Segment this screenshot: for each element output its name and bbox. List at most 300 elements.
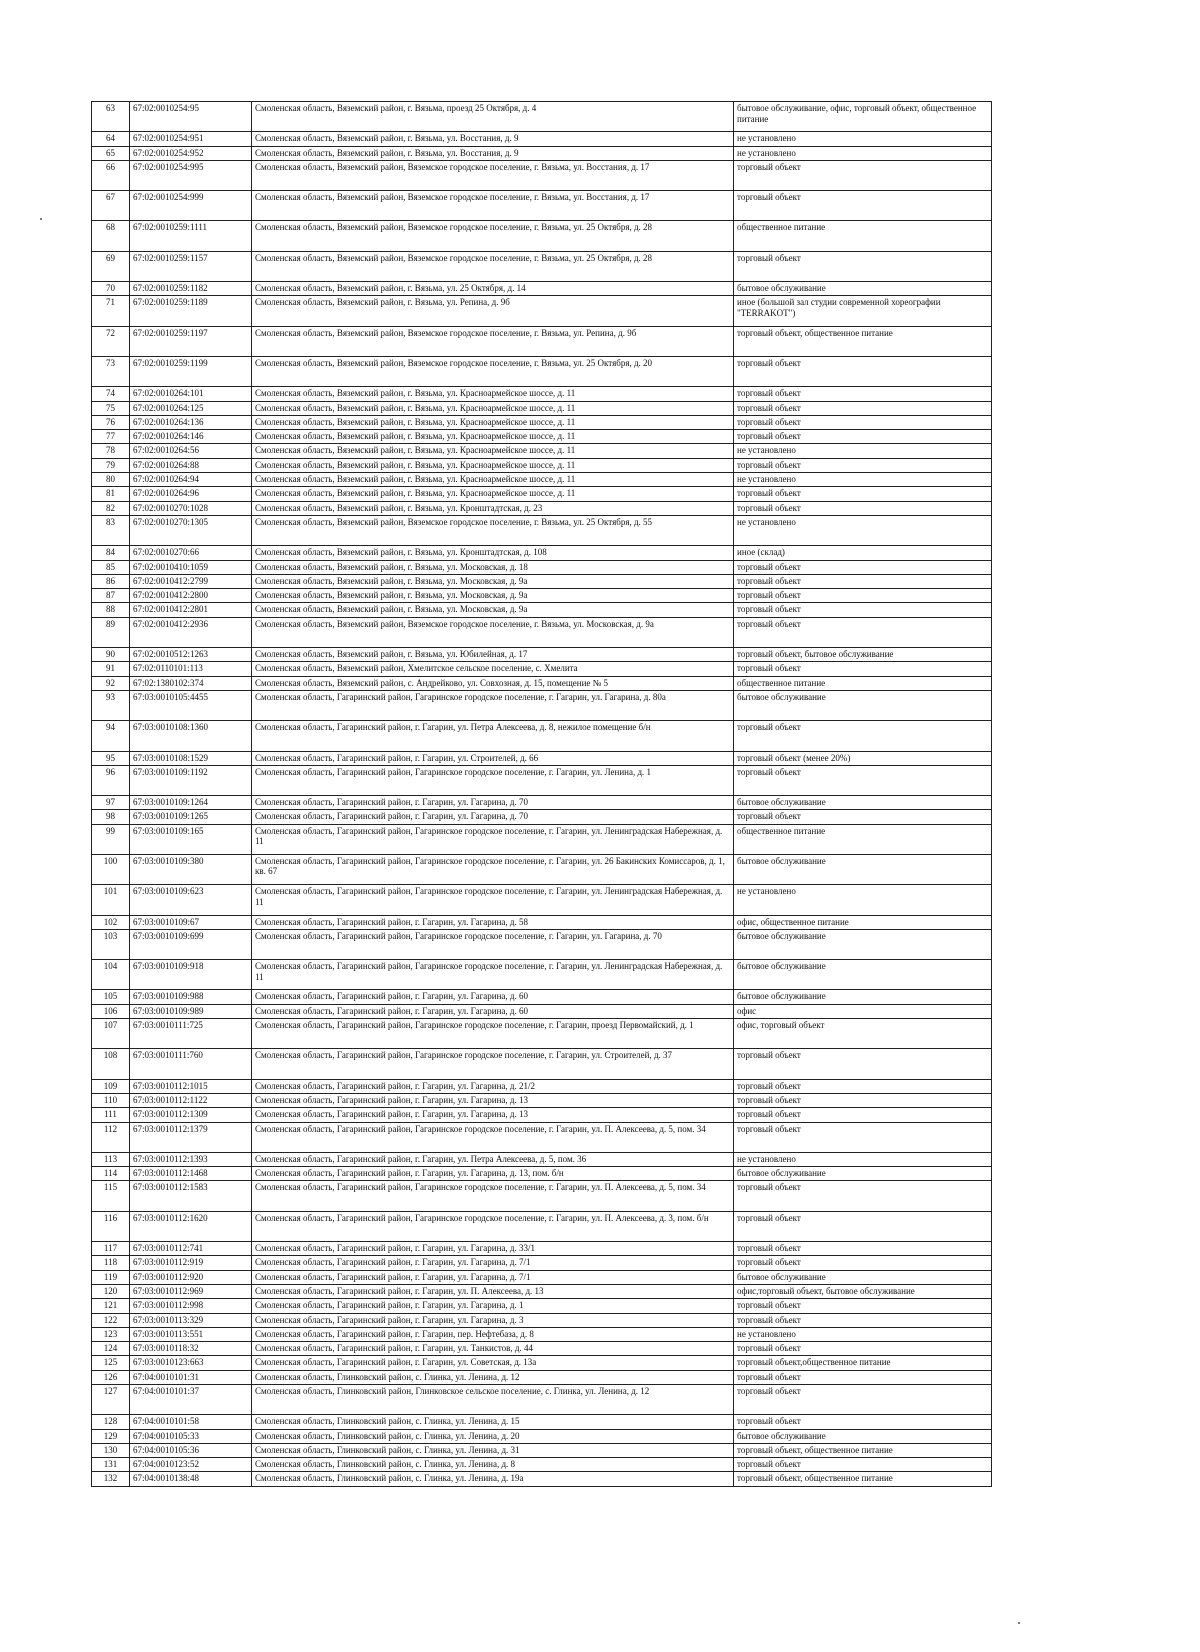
address-cell: Смоленская область, Гагаринский район, г. Гагарин, ул. Гагарина, д. 13 bbox=[252, 1108, 734, 1122]
table-row bbox=[92, 1342, 992, 1356]
table-row bbox=[92, 501, 992, 515]
cadastral-number-cell: 67:02:0010259:1199 bbox=[130, 356, 252, 386]
table-row bbox=[92, 1108, 992, 1122]
address-cell: Смоленская область, Гагаринский район, г. Гагарин, ул. Гагарина, д. 70 bbox=[252, 796, 734, 810]
address-cell: Смоленская область, Вяземский район, Вяземское городское поселение, г. Вязьма, ул. 25 Октября, д. 28 bbox=[252, 251, 734, 281]
cadastral-number-cell: 67:03:0010112:998 bbox=[130, 1299, 252, 1313]
address-cell: Смоленская область, Вяземский район, Вяземское городское поселение, г. Вязьма, ул. Восстания, д. 17 bbox=[252, 191, 734, 221]
document-page bbox=[91, 101, 991, 1487]
address-cell: Смоленская область, Гагаринский район, Гагаринское городское поселение, г. Гагарин, ул. Ленинградская Набережная, д. 11 bbox=[252, 885, 734, 915]
table-row bbox=[92, 1299, 992, 1313]
cadastral-number-cell: 67:02:0010270:1305 bbox=[130, 515, 252, 545]
table-row bbox=[92, 191, 992, 221]
row-number-cell: 111 bbox=[92, 1108, 130, 1122]
usage-type-cell: торговый объект bbox=[734, 415, 992, 429]
usage-type-cell: не установлено bbox=[734, 444, 992, 458]
address-cell: Смоленская область, Вяземский район, Вяземское городское поселение, г. Вязьма, ул. 25 Октября, д. 55 bbox=[252, 515, 734, 545]
address-cell: Смоленская область, Гагаринский район, г. Гагарин, ул. Гагарина, д. 7/1 bbox=[252, 1270, 734, 1284]
usage-type-cell: бытовое обслуживание bbox=[734, 796, 992, 810]
cadastral-number-cell: 67:03:0010109:1265 bbox=[130, 810, 252, 824]
usage-type-cell: бытовое обслуживание bbox=[734, 929, 992, 959]
table-row bbox=[92, 1004, 992, 1018]
cadastral-number-cell: 67:02:0010412:2936 bbox=[130, 617, 252, 647]
usage-type-cell: общественное питание bbox=[734, 824, 992, 854]
row-number-cell: 123 bbox=[92, 1327, 130, 1341]
table-row bbox=[92, 1256, 992, 1270]
row-number-cell: 86 bbox=[92, 574, 130, 588]
table-row bbox=[92, 885, 992, 915]
address-cell: Смоленская область, Гагаринский район, г. Гагарин, ул. Петра Алексеева, д. 5, пом. 36 bbox=[252, 1152, 734, 1166]
row-number-cell: 72 bbox=[92, 326, 130, 356]
address-cell: Смоленская область, Гагаринский район, г. Гагарин, ул. Танкистов, д. 44 bbox=[252, 1342, 734, 1356]
row-number-cell: 128 bbox=[92, 1415, 130, 1429]
table-row bbox=[92, 1313, 992, 1327]
usage-type-cell: торговый объект bbox=[734, 1093, 992, 1107]
address-cell: Смоленская область, Гагаринский район, г. Гагарин, пер. Нефтебаза, д. 8 bbox=[252, 1327, 734, 1341]
row-number-cell: 93 bbox=[92, 690, 130, 720]
usage-type-cell: офис, торговый объект bbox=[734, 1019, 992, 1049]
scan-speck bbox=[1018, 1622, 1020, 1624]
usage-type-cell: торговый объект bbox=[734, 603, 992, 617]
cadastral-number-cell: 67:02:0010270:1028 bbox=[130, 501, 252, 515]
usage-type-cell: торговый объект, общественное питание bbox=[734, 326, 992, 356]
row-number-cell: 63 bbox=[92, 102, 130, 132]
usage-type-cell: не установлено bbox=[734, 1327, 992, 1341]
cadastral-number-cell: 67:02:0010254:995 bbox=[130, 160, 252, 190]
usage-type-cell: не установлено bbox=[734, 473, 992, 487]
table-row bbox=[92, 430, 992, 444]
address-cell: Смоленская область, Вяземский район, г. Вязьма, ул. Красноармейское шоссе, д. 11 bbox=[252, 473, 734, 487]
usage-type-cell: торговый объект bbox=[734, 1181, 992, 1211]
table-row bbox=[92, 473, 992, 487]
usage-type-cell: общественное питание bbox=[734, 676, 992, 690]
table-row bbox=[92, 1472, 992, 1486]
cadastral-number-cell: 67:04:0010105:33 bbox=[130, 1429, 252, 1443]
table-row bbox=[92, 415, 992, 429]
row-number-cell: 132 bbox=[92, 1472, 130, 1486]
usage-type-cell: торговый объект bbox=[734, 1108, 992, 1122]
cadastral-number-cell: 67:03:0010109:1264 bbox=[130, 796, 252, 810]
cadastral-number-cell: 67:02:1380102:374 bbox=[130, 676, 252, 690]
row-number-cell: 84 bbox=[92, 546, 130, 560]
table-row bbox=[92, 444, 992, 458]
row-number-cell: 88 bbox=[92, 603, 130, 617]
usage-type-cell: торговый объект bbox=[734, 1370, 992, 1384]
cadastral-number-cell: 67:02:0010264:94 bbox=[130, 473, 252, 487]
cadastral-number-cell: 67:02:0010259:1182 bbox=[130, 282, 252, 296]
table-row bbox=[92, 915, 992, 929]
usage-type-cell: торговый объект bbox=[734, 1385, 992, 1415]
table-row bbox=[92, 515, 992, 545]
address-cell: Смоленская область, Вяземский район, г. Вязьма, ул. 25 Октября, д. 14 bbox=[252, 282, 734, 296]
address-cell: Смоленская область, Гагаринский район, Гагаринское городское поселение, г. Гагарин, ул. Ленинградская Набережная, д. 11 bbox=[252, 960, 734, 990]
usage-type-cell: торговый объект bbox=[734, 1122, 992, 1152]
address-cell: Смоленская область, Гагаринский район, г. Гагарин, ул. Гагарина, д. 13, пом. б/н bbox=[252, 1167, 734, 1181]
cadastral-number-cell: 67:03:0010109:989 bbox=[130, 1004, 252, 1018]
row-number-cell: 98 bbox=[92, 810, 130, 824]
cadastral-number-cell: 67:03:0010113:551 bbox=[130, 1327, 252, 1341]
cadastral-number-cell: 67:03:0010109:1192 bbox=[130, 765, 252, 795]
scan-speck bbox=[40, 218, 42, 220]
usage-type-cell: бытовое обслуживание, офис, торговый объект, общественное питание bbox=[734, 102, 992, 132]
usage-type-cell: не установлено bbox=[734, 515, 992, 545]
table-row bbox=[92, 132, 992, 146]
row-number-cell: 68 bbox=[92, 221, 130, 251]
cadastral-number-cell: 67:02:0010264:101 bbox=[130, 387, 252, 401]
address-cell: Смоленская область, Гагаринский район, Гагаринское городское поселение, г. Гагарин, ул. П. Алексеева, д. 5, пом. 34 bbox=[252, 1122, 734, 1152]
address-cell: Смоленская область, Вяземский район, г. Вязьма, ул. Красноармейское шоссе, д. 11 bbox=[252, 415, 734, 429]
address-cell: Смоленская область, Вяземский район, г. Вязьма, ул. Красноармейское шоссе, д. 11 bbox=[252, 487, 734, 501]
address-cell: Смоленская область, Вяземский район, г. Вязьма, ул. Красноармейское шоссе, д. 11 bbox=[252, 458, 734, 472]
usage-type-cell: торговый объект bbox=[734, 1313, 992, 1327]
property-table bbox=[91, 101, 992, 1487]
cadastral-number-cell: 67:03:0010108:1360 bbox=[130, 721, 252, 751]
table-row bbox=[92, 1242, 992, 1256]
usage-type-cell: торговый объект bbox=[734, 487, 992, 501]
table-row bbox=[92, 1415, 992, 1429]
row-number-cell: 122 bbox=[92, 1313, 130, 1327]
row-number-cell: 109 bbox=[92, 1079, 130, 1093]
table-row bbox=[92, 102, 992, 132]
cadastral-number-cell: 67:04:0010101:37 bbox=[130, 1385, 252, 1415]
address-cell: Смоленская область, Вяземский район, Вяземское городское поселение, г. Вязьма, ул. Репина, д. 9б bbox=[252, 326, 734, 356]
usage-type-cell: бытовое обслуживание bbox=[734, 990, 992, 1004]
row-number-cell: 89 bbox=[92, 617, 130, 647]
row-number-cell: 108 bbox=[92, 1049, 130, 1079]
usage-type-cell: торговый объект bbox=[734, 574, 992, 588]
usage-type-cell: офис bbox=[734, 1004, 992, 1018]
table-row bbox=[92, 160, 992, 190]
row-number-cell: 77 bbox=[92, 430, 130, 444]
cadastral-number-cell: 67:02:0010264:146 bbox=[130, 430, 252, 444]
address-cell: Смоленская область, Вяземский район, г. Вязьма, ул. Московская, д. 9а bbox=[252, 603, 734, 617]
address-cell: Смоленская область, Вяземский район, г. Вязьма, ул. Репина, д. 9б bbox=[252, 296, 734, 326]
usage-type-cell: иное (большой зал студии современной хореографии "TERRAKOT") bbox=[734, 296, 992, 326]
cadastral-number-cell: 67:02:0010254:951 bbox=[130, 132, 252, 146]
address-cell: Смоленская область, Гагаринский район, Гагаринское городское поселение, г. Гагарин, ул. Строителей, д. 37 bbox=[252, 1049, 734, 1079]
address-cell: Смоленская область, Вяземский район, г. Вязьма, ул. Красноармейское шоссе, д. 11 bbox=[252, 387, 734, 401]
cadastral-number-cell: 67:03:0010109:165 bbox=[130, 824, 252, 854]
cadastral-number-cell: 67:03:0010112:1468 bbox=[130, 1167, 252, 1181]
row-number-cell: 119 bbox=[92, 1270, 130, 1284]
usage-type-cell: торговый объект bbox=[734, 1049, 992, 1079]
cadastral-number-cell: 67:03:0010112:969 bbox=[130, 1284, 252, 1298]
address-cell: Смоленская область, Гагаринский район, г. Гагарин, ул. Петра Алексеева, д. 8, нежилое помещение б/н bbox=[252, 721, 734, 751]
address-cell: Смоленская область, Гагаринский район, Гагаринское городское поселение, г. Гагарин, ул. Ленина, д. 1 bbox=[252, 765, 734, 795]
table-row bbox=[92, 1211, 992, 1241]
row-number-cell: 117 bbox=[92, 1242, 130, 1256]
cadastral-number-cell: 67:02:0010259:1111 bbox=[130, 221, 252, 251]
cadastral-number-cell: 67:04:0010101:58 bbox=[130, 1415, 252, 1429]
address-cell: Смоленская область, Вяземский район, г. Вязьма, ул. Кронштадтская, д. 108 bbox=[252, 546, 734, 560]
usage-type-cell: бытовое обслуживание bbox=[734, 282, 992, 296]
usage-type-cell: торговый объект bbox=[734, 721, 992, 751]
cadastral-number-cell: 67:03:0010112:1122 bbox=[130, 1093, 252, 1107]
row-number-cell: 105 bbox=[92, 990, 130, 1004]
row-number-cell: 97 bbox=[92, 796, 130, 810]
cadastral-number-cell: 67:03:0010112:1015 bbox=[130, 1079, 252, 1093]
row-number-cell: 107 bbox=[92, 1019, 130, 1049]
cadastral-number-cell: 67:03:0010112:741 bbox=[130, 1242, 252, 1256]
row-number-cell: 130 bbox=[92, 1443, 130, 1457]
address-cell: Смоленская область, Вяземский район, Вяземское городское поселение, г. Вязьма, ул. Восстания, д. 17 bbox=[252, 160, 734, 190]
table-row bbox=[92, 1443, 992, 1457]
row-number-cell: 124 bbox=[92, 1342, 130, 1356]
table-row bbox=[92, 1458, 992, 1472]
usage-type-cell: бытовое обслуживание bbox=[734, 1167, 992, 1181]
usage-type-cell: торговый объект bbox=[734, 1079, 992, 1093]
row-number-cell: 110 bbox=[92, 1093, 130, 1107]
usage-type-cell: торговый объект bbox=[734, 191, 992, 221]
table-row bbox=[92, 1385, 992, 1415]
address-cell: Смоленская область, Гагаринский район, г. Гагарин, ул. Гагарина, д. 33/1 bbox=[252, 1242, 734, 1256]
table-row bbox=[92, 765, 992, 795]
address-cell: Смоленская область, Гагаринский район, Гагаринское городское поселение, г. Гагарин, ул. П. Алексеева, д. 3, пом. б/н bbox=[252, 1211, 734, 1241]
row-number-cell: 126 bbox=[92, 1370, 130, 1384]
cadastral-number-cell: 67:03:0010112:1393 bbox=[130, 1152, 252, 1166]
row-number-cell: 106 bbox=[92, 1004, 130, 1018]
row-number-cell: 113 bbox=[92, 1152, 130, 1166]
table-row bbox=[92, 221, 992, 251]
row-number-cell: 114 bbox=[92, 1167, 130, 1181]
table-row bbox=[92, 1429, 992, 1443]
usage-type-cell: иное (склад) bbox=[734, 546, 992, 560]
cadastral-number-cell: 67:03:0010109:988 bbox=[130, 990, 252, 1004]
cadastral-number-cell: 67:02:0110101:113 bbox=[130, 662, 252, 676]
row-number-cell: 96 bbox=[92, 765, 130, 795]
table-row bbox=[92, 1049, 992, 1079]
table-row bbox=[92, 603, 992, 617]
usage-type-cell: общественное питание bbox=[734, 221, 992, 251]
table-row bbox=[92, 960, 992, 990]
row-number-cell: 103 bbox=[92, 929, 130, 959]
table-row bbox=[92, 574, 992, 588]
address-cell: Смоленская область, Глинковский район, с. Глинка, ул. Ленина, д. 15 bbox=[252, 1415, 734, 1429]
row-number-cell: 125 bbox=[92, 1356, 130, 1370]
row-number-cell: 70 bbox=[92, 282, 130, 296]
row-number-cell: 80 bbox=[92, 473, 130, 487]
usage-type-cell: торговый объект bbox=[734, 662, 992, 676]
address-cell: Смоленская область, Гагаринский район, Гагаринское городское поселение, г. Гагарин, ул. П. Алексеева, д. 5, пом. 34 bbox=[252, 1181, 734, 1211]
address-cell: Смоленская область, Вяземский район, г. Вязьма, ул. Красноармейское шоссе, д. 11 bbox=[252, 444, 734, 458]
address-cell: Смоленская область, Вяземский район, Вяземское городское поселение, г. Вязьма, ул. 25 Октября, д. 20 bbox=[252, 356, 734, 386]
table-row bbox=[92, 458, 992, 472]
address-cell: Смоленская область, Гагаринский район, г. Гагарин, ул. Строителей, д. 66 bbox=[252, 751, 734, 765]
usage-type-cell: торговый объект bbox=[734, 458, 992, 472]
row-number-cell: 115 bbox=[92, 1181, 130, 1211]
cadastral-number-cell: 67:03:0010112:1583 bbox=[130, 1181, 252, 1211]
address-cell: Смоленская область, Гагаринский район, Гагаринское городское поселение, г. Гагарин, ул. Ленинградская Набережная, д. 11 bbox=[252, 824, 734, 854]
cadastral-number-cell: 67:02:0010412:2800 bbox=[130, 589, 252, 603]
cadastral-number-cell: 67:02:0010254:952 bbox=[130, 146, 252, 160]
address-cell: Смоленская область, Вяземский район, Вяземское городское поселение, г. Вязьма, ул. 25 Октября, д. 28 bbox=[252, 221, 734, 251]
usage-type-cell: торговый объект bbox=[734, 251, 992, 281]
cadastral-number-cell: 67:03:0010109:380 bbox=[130, 854, 252, 884]
address-cell: Смоленская область, Глинковский район, с. Глинка, ул. Ленина, д. 8 bbox=[252, 1458, 734, 1472]
usage-type-cell: торговый объект bbox=[734, 1211, 992, 1241]
usage-type-cell: торговый объект bbox=[734, 1458, 992, 1472]
cadastral-number-cell: 67:02:0010259:1189 bbox=[130, 296, 252, 326]
table-row bbox=[92, 1270, 992, 1284]
usage-type-cell: торговый объект bbox=[734, 1342, 992, 1356]
row-number-cell: 82 bbox=[92, 501, 130, 515]
usage-type-cell: не установлено bbox=[734, 146, 992, 160]
table-row bbox=[92, 990, 992, 1004]
row-number-cell: 91 bbox=[92, 662, 130, 676]
row-number-cell: 69 bbox=[92, 251, 130, 281]
address-cell: Смоленская область, Вяземский район, г. Вязьма, ул. Восстания, д. 9 bbox=[252, 146, 734, 160]
address-cell: Смоленская область, Глинковский район, с. Глинка, ул. Ленина, д. 20 bbox=[252, 1429, 734, 1443]
table-row bbox=[92, 676, 992, 690]
row-number-cell: 79 bbox=[92, 458, 130, 472]
row-number-cell: 78 bbox=[92, 444, 130, 458]
cadastral-number-cell: 67:03:0010108:1529 bbox=[130, 751, 252, 765]
usage-type-cell: торговый объект bbox=[734, 501, 992, 515]
table-row bbox=[92, 617, 992, 647]
row-number-cell: 87 bbox=[92, 589, 130, 603]
row-number-cell: 74 bbox=[92, 387, 130, 401]
table-row bbox=[92, 546, 992, 560]
usage-type-cell: торговый объект bbox=[734, 401, 992, 415]
cadastral-number-cell: 67:03:0010109:918 bbox=[130, 960, 252, 990]
usage-type-cell: торговый объект bbox=[734, 589, 992, 603]
table-row bbox=[92, 1356, 992, 1370]
table-row bbox=[92, 387, 992, 401]
usage-type-cell: не установлено bbox=[734, 885, 992, 915]
cadastral-number-cell: 67:03:0010109:699 bbox=[130, 929, 252, 959]
address-cell: Смоленская область, Гагаринский район, Гагаринское городское поселение, г. Гагарин, ул. 26 Бакинских Комиссаров, д. 1, кв. 67 bbox=[252, 854, 734, 884]
address-cell: Смоленская область, Вяземский район, г. Вязьма, ул. Красноармейское шоссе, д. 11 bbox=[252, 430, 734, 444]
row-number-cell: 73 bbox=[92, 356, 130, 386]
address-cell: Смоленская область, Гагаринский район, г. Гагарин, ул. Гагарина, д. 70 bbox=[252, 810, 734, 824]
row-number-cell: 65 bbox=[92, 146, 130, 160]
usage-type-cell: торговый объект bbox=[734, 1415, 992, 1429]
usage-type-cell: не установлено bbox=[734, 132, 992, 146]
usage-type-cell: бытовое обслуживание bbox=[734, 1429, 992, 1443]
address-cell: Смоленская область, Глинковский район, Глинковское сельское поселение, с. Глинка, ул. Ленина, д. 12 bbox=[252, 1385, 734, 1415]
address-cell: Смоленская область, Вяземский район, г. Вязьма, ул. Красноармейское шоссе, д. 11 bbox=[252, 401, 734, 415]
usage-type-cell: торговый объект bbox=[734, 617, 992, 647]
usage-type-cell: торговый объект bbox=[734, 1299, 992, 1313]
row-number-cell: 71 bbox=[92, 296, 130, 326]
cadastral-number-cell: 67:02:0010254:95 bbox=[130, 102, 252, 132]
row-number-cell: 120 bbox=[92, 1284, 130, 1298]
address-cell: Смоленская область, Вяземский район, г. Вязьма, ул. Кронштадтская, д. 23 bbox=[252, 501, 734, 515]
table-row bbox=[92, 854, 992, 884]
row-number-cell: 95 bbox=[92, 751, 130, 765]
row-number-cell: 90 bbox=[92, 648, 130, 662]
address-cell: Смоленская область, Гагаринский район, г. Гагарин, ул. Гагарина, д. 58 bbox=[252, 915, 734, 929]
usage-type-cell: бытовое обслуживание bbox=[734, 1270, 992, 1284]
row-number-cell: 75 bbox=[92, 401, 130, 415]
table-row bbox=[92, 690, 992, 720]
row-number-cell: 112 bbox=[92, 1122, 130, 1152]
address-cell: Смоленская область, Гагаринский район, г. Гагарин, ул. Советская, д. 13а bbox=[252, 1356, 734, 1370]
row-number-cell: 100 bbox=[92, 854, 130, 884]
cadastral-number-cell: 67:02:0010412:2799 bbox=[130, 574, 252, 588]
cadastral-number-cell: 67:02:0010259:1197 bbox=[130, 326, 252, 356]
table-row bbox=[92, 751, 992, 765]
table-row bbox=[92, 1019, 992, 1049]
table-row bbox=[92, 929, 992, 959]
table-row bbox=[92, 796, 992, 810]
address-cell: Смоленская область, Вяземский район, Хмелитское сельское поселение, с. Хмелита bbox=[252, 662, 734, 676]
table-row bbox=[92, 589, 992, 603]
table-row bbox=[92, 251, 992, 281]
cadastral-number-cell: 67:03:0010112:1620 bbox=[130, 1211, 252, 1241]
table-row bbox=[92, 282, 992, 296]
cadastral-number-cell: 67:03:0010105:4455 bbox=[130, 690, 252, 720]
cadastral-number-cell: 67:03:0010111:725 bbox=[130, 1019, 252, 1049]
cadastral-number-cell: 67:02:0010410:1059 bbox=[130, 560, 252, 574]
table-row bbox=[92, 1093, 992, 1107]
address-cell: Смоленская область, Вяземский район, г. Вязьма, ул. Московская, д. 9а bbox=[252, 574, 734, 588]
address-cell: Смоленская область, Вяземский район, г. Вязьма, ул. Юбилейная, д. 17 bbox=[252, 648, 734, 662]
usage-type-cell: торговый объект, бытовое обслуживание bbox=[734, 648, 992, 662]
row-number-cell: 104 bbox=[92, 960, 130, 990]
cadastral-number-cell: 67:03:0010112:1309 bbox=[130, 1108, 252, 1122]
row-number-cell: 129 bbox=[92, 1429, 130, 1443]
usage-type-cell: торговый объект,общественное питание bbox=[734, 1356, 992, 1370]
address-cell: Смоленская область, Вяземский район, Вяземское городское поселение, г. Вязьма, ул. Московская, д. 9а bbox=[252, 617, 734, 647]
usage-type-cell: офис,торговый объект, бытовое обслуживание bbox=[734, 1284, 992, 1298]
cadastral-number-cell: 67:03:0010118:32 bbox=[130, 1342, 252, 1356]
table-row bbox=[92, 1327, 992, 1341]
row-number-cell: 116 bbox=[92, 1211, 130, 1241]
cadastral-number-cell: 67:04:0010101:31 bbox=[130, 1370, 252, 1384]
cadastral-number-cell: 67:03:0010112:920 bbox=[130, 1270, 252, 1284]
cadastral-number-cell: 67:02:0010270:66 bbox=[130, 546, 252, 560]
table-row bbox=[92, 1079, 992, 1093]
cadastral-number-cell: 67:04:0010123:52 bbox=[130, 1458, 252, 1472]
usage-type-cell: торговый объект, общественное питание bbox=[734, 1443, 992, 1457]
address-cell: Смоленская область, Гагаринский район, Гагаринское городское поселение, г. Гагарин, проезд Первомайский, д. 1 bbox=[252, 1019, 734, 1049]
cadastral-number-cell: 67:02:0010264:125 bbox=[130, 401, 252, 415]
property-table-body bbox=[92, 102, 992, 1487]
address-cell: Смоленская область, Гагаринский район, г. Гагарин, ул. Гагарина, д. 13 bbox=[252, 1093, 734, 1107]
row-number-cell: 102 bbox=[92, 915, 130, 929]
cadastral-number-cell: 67:02:0010412:2801 bbox=[130, 603, 252, 617]
address-cell: Смоленская область, Гагаринский район, Гагаринское городское поселение, г. Гагарин, ул. Гагарина, д. 80а bbox=[252, 690, 734, 720]
address-cell: Смоленская область, Глинковский район, с. Глинка, ул. Ленина, д. 12 bbox=[252, 1370, 734, 1384]
row-number-cell: 66 bbox=[92, 160, 130, 190]
table-row bbox=[92, 1152, 992, 1166]
cadastral-number-cell: 67:02:0010259:1157 bbox=[130, 251, 252, 281]
address-cell: Смоленская область, Вяземский район, г. Вязьма, ул. Московская, д. 18 bbox=[252, 560, 734, 574]
table-row bbox=[92, 824, 992, 854]
usage-type-cell: торговый объект, общественное питание bbox=[734, 1472, 992, 1486]
row-number-cell: 85 bbox=[92, 560, 130, 574]
row-number-cell: 131 bbox=[92, 1458, 130, 1472]
row-number-cell: 92 bbox=[92, 676, 130, 690]
address-cell: Смоленская область, Глинковский район, с. Глинка, ул. Ленина, д. 19а bbox=[252, 1472, 734, 1486]
row-number-cell: 94 bbox=[92, 721, 130, 751]
address-cell: Смоленская область, Гагаринский район, Гагаринское городское поселение, г. Гагарин, ул. Гагарина, д. 70 bbox=[252, 929, 734, 959]
usage-type-cell: офис, общественное питание bbox=[734, 915, 992, 929]
address-cell: Смоленская область, Гагаринский район, г. Гагарин, ул. Гагарина, д. 1 bbox=[252, 1299, 734, 1313]
usage-type-cell: не установлено bbox=[734, 1152, 992, 1166]
address-cell: Смоленская область, Гагаринский район, г. Гагарин, ул. Гагарина, д. 3 bbox=[252, 1313, 734, 1327]
address-cell: Смоленская область, Гагаринский район, г. Гагарин, ул. П. Алексеева, д. 13 bbox=[252, 1284, 734, 1298]
cadastral-number-cell: 67:02:0010264:56 bbox=[130, 444, 252, 458]
table-row bbox=[92, 810, 992, 824]
table-row bbox=[92, 326, 992, 356]
usage-type-cell: торговый объект bbox=[734, 356, 992, 386]
table-row bbox=[92, 560, 992, 574]
row-number-cell: 121 bbox=[92, 1299, 130, 1313]
table-row bbox=[92, 662, 992, 676]
cadastral-number-cell: 67:02:0010264:96 bbox=[130, 487, 252, 501]
